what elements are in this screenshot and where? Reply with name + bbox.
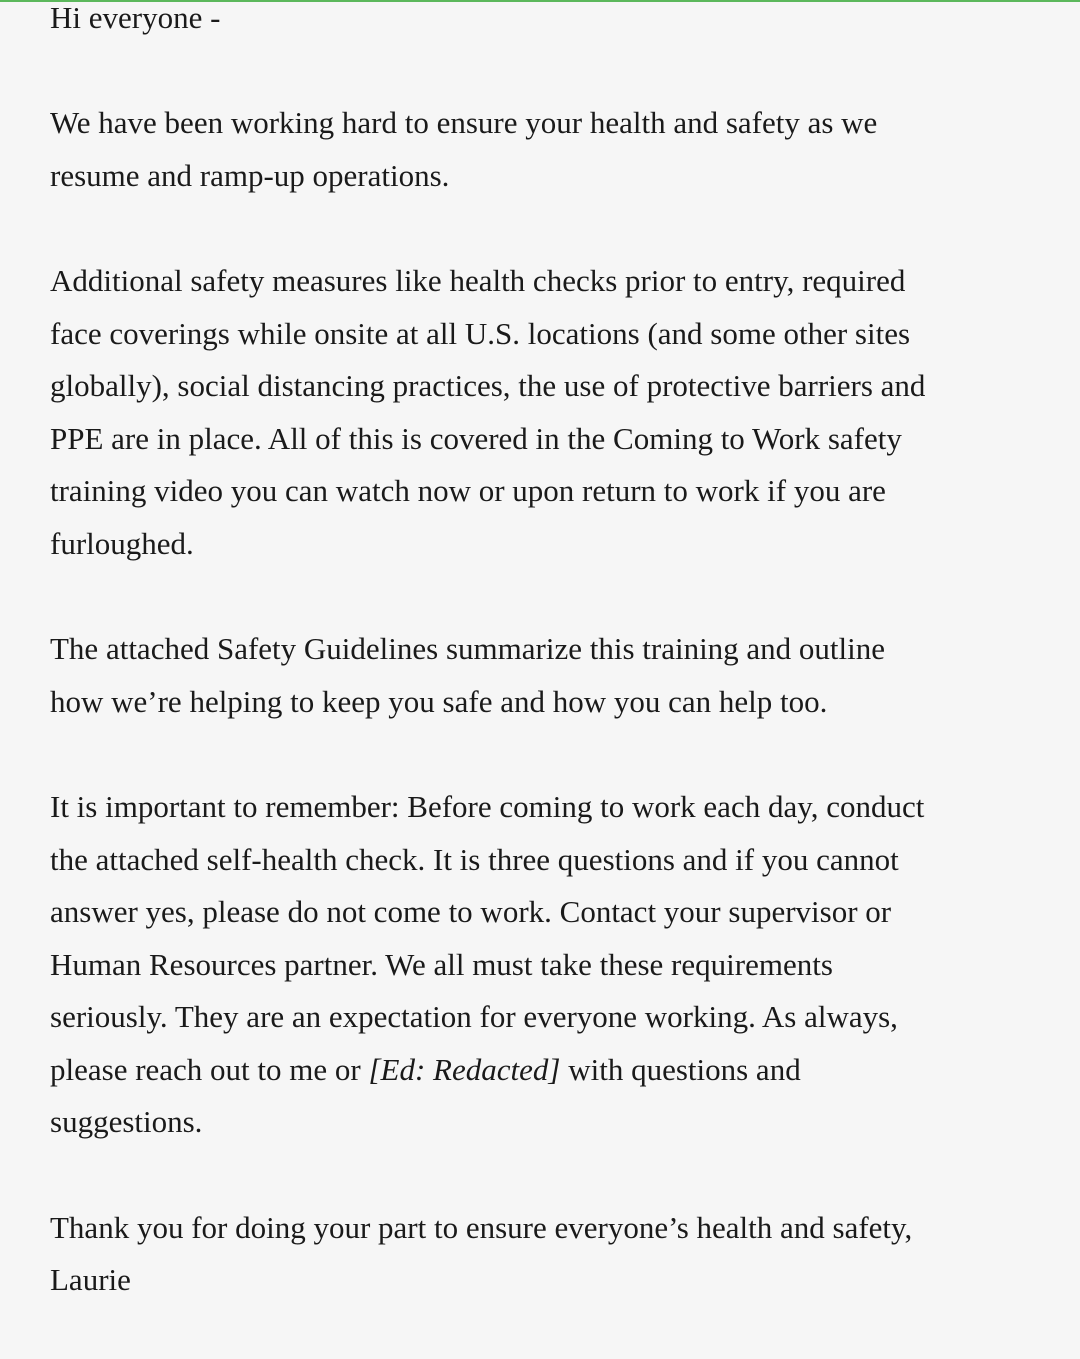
closing-text: Thank you for doing your part to ensure everyone’s health and safety, xyxy=(50,1209,913,1245)
closing xyxy=(50,1202,1060,1307)
text-line: furloughed. xyxy=(50,525,194,561)
text-line: It is important to remember: Before coming to work each day, conduct xyxy=(50,788,925,824)
text-line: globally), social distancing practices, the use of protective barriers and xyxy=(50,368,926,404)
paragraph-1 xyxy=(50,97,1060,202)
text-line: the attached self-health check. It is three questions and if you cannot xyxy=(50,841,899,877)
text-line: PPE are in place. All of this is covered in the Coming to Work safety xyxy=(50,420,902,456)
email-body xyxy=(50,0,1060,1359)
text-line: suggestions. xyxy=(50,1104,203,1140)
greeting xyxy=(50,0,1060,45)
text-line: how we’re helping to keep you safe and how you can help too. xyxy=(50,683,828,719)
paragraph-3 xyxy=(50,623,1060,728)
text-segment: with questions and xyxy=(560,1051,801,1087)
text-segment: please reach out to me or xyxy=(50,1051,369,1087)
greeting-text: Hi everyone - xyxy=(50,0,221,35)
text-line: resume and ramp-up operations. xyxy=(50,157,450,193)
text-line xyxy=(50,1044,1060,1097)
text-line: training video you can watch now or upon return to work if you are xyxy=(50,473,886,509)
text-line: The attached Safety Guidelines summarize this training and outline xyxy=(50,631,886,667)
text-line: We have been working hard to ensure your health and safety as we xyxy=(50,105,878,141)
paragraph-2 xyxy=(50,255,1060,571)
text-line: Additional safety measures like health checks prior to entry, required xyxy=(50,262,906,298)
signature: Laurie xyxy=(50,1262,131,1298)
paragraph-4 xyxy=(50,781,1060,1149)
text-line: answer yes, please do not come to work. Contact your supervisor or xyxy=(50,894,892,930)
text-line: seriously. They are an expectation for everyone working. As always, xyxy=(50,999,898,1035)
text-line: Human Resources partner. We all must take these requirements xyxy=(50,946,833,982)
text-line: face coverings while onsite at all U.S. locations (and some other sites xyxy=(50,315,911,351)
redacted-note: [Ed: Redacted] xyxy=(368,1051,561,1087)
